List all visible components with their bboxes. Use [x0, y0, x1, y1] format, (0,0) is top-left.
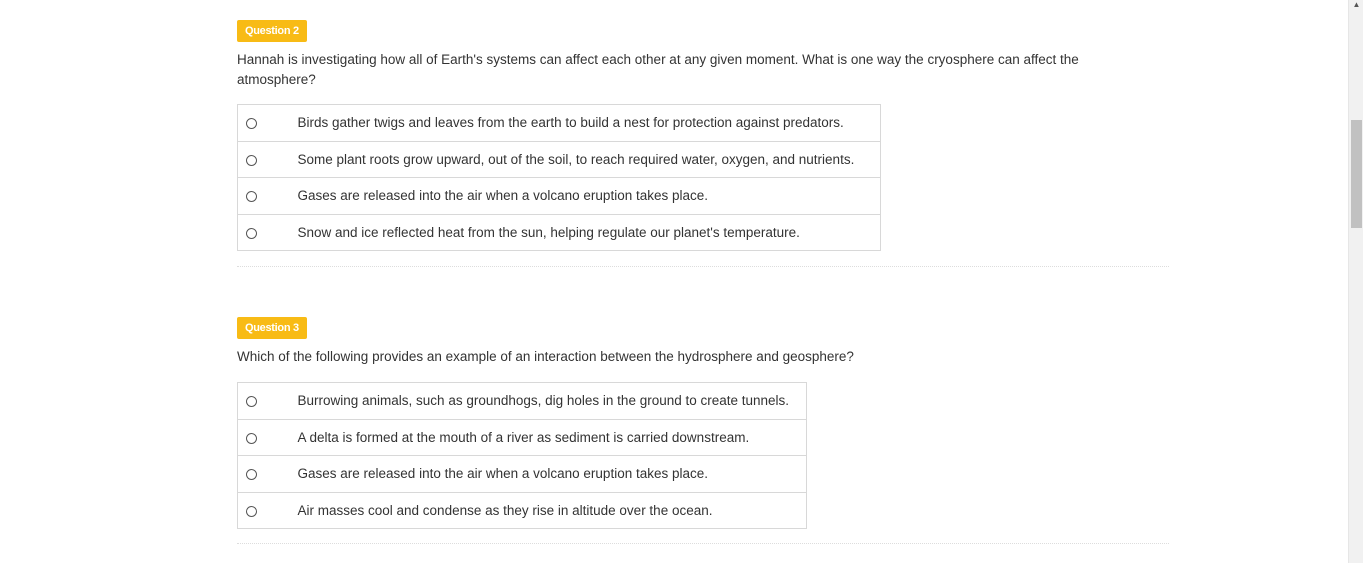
chevron-up-icon[interactable]: ▲ — [1352, 0, 1361, 9]
answer-option[interactable] — [238, 383, 807, 420]
answer-text[interactable]: Some plant roots grow upward, out of the soil, to reach required water, oxygen, and nutrients. — [297, 151, 855, 167]
answer-option[interactable] — [238, 141, 881, 178]
answer-text[interactable]: A delta is formed at the mouth of a river as sediment is carried downstream. — [297, 429, 750, 445]
answer-option[interactable] — [238, 419, 807, 456]
answer-text[interactable]: Gases are released into the air when a volcano eruption takes place. — [297, 188, 708, 204]
question-divider — [237, 266, 1169, 267]
radio-button[interactable] — [246, 469, 257, 480]
answer-choices — [237, 382, 807, 529]
answer-option[interactable] — [238, 456, 807, 493]
question-prompt: Hannah is investigating how all of Earth's systems can affect each other at any given moment. What is one way the cryosphere can affect the atmosphere? — [237, 52, 1079, 87]
question-badge: Question 3 — [237, 317, 307, 339]
radio-button[interactable] — [246, 118, 257, 129]
radio-button[interactable] — [246, 228, 257, 239]
question-divider — [237, 543, 1169, 544]
question-2 — [237, 20, 1169, 251]
question-badge: Question 2 — [237, 20, 307, 42]
answer-text[interactable]: Birds gather twigs and leaves from the earth to build a nest for protection against predators. — [297, 115, 844, 131]
radio-button[interactable] — [246, 396, 257, 407]
radio-button[interactable] — [246, 433, 257, 444]
answer-text[interactable]: Snow and ice reflected heat from the sun, helping regulate our planet's temperature. — [297, 224, 800, 240]
answer-text[interactable]: Gases are released into the air when a volcano eruption takes place. — [297, 466, 708, 482]
answer-option[interactable] — [238, 492, 807, 529]
answer-option[interactable] — [238, 105, 881, 142]
answer-text[interactable]: Burrowing animals, such as groundhogs, dig holes in the ground to create tunnels. — [297, 393, 790, 409]
answer-text[interactable]: Air masses cool and condense as they rise in altitude over the ocean. — [297, 502, 713, 518]
radio-button[interactable] — [246, 191, 257, 202]
radio-button[interactable] — [246, 155, 257, 166]
answer-option[interactable] — [238, 214, 881, 251]
question-3 — [237, 317, 1169, 529]
answer-choices — [237, 104, 881, 251]
radio-button[interactable] — [246, 506, 257, 517]
question-prompt: Which of the following provides an example of an interaction between the hydrosphere and geosphere? — [237, 349, 854, 364]
answer-option[interactable] — [238, 178, 881, 215]
vertical-scrollbar[interactable] — [1348, 0, 1363, 563]
scroll-thumb[interactable] — [1351, 120, 1362, 228]
